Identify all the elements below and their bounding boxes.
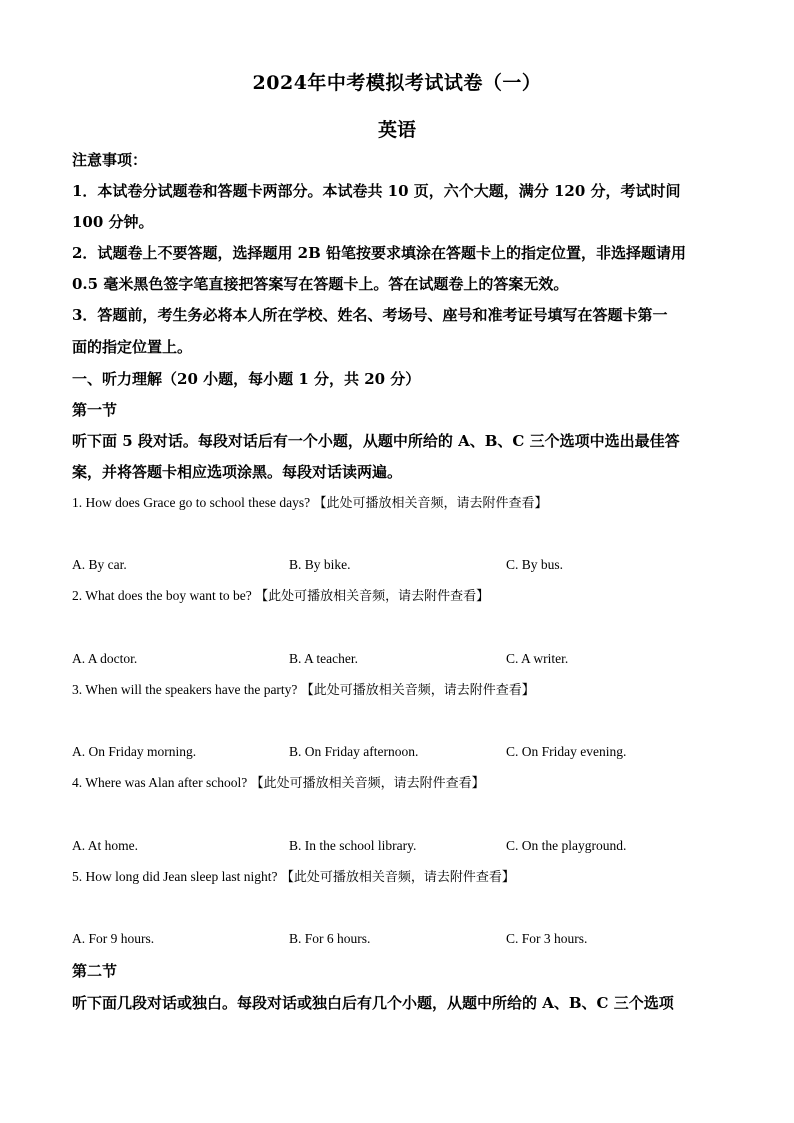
option-c: C. A writer.	[506, 651, 569, 666]
part2-heading: 第二节	[72, 962, 118, 980]
option-a: A. For 9 hours.	[72, 931, 155, 946]
audio-hint: 【此处可播放相关音频，请去附件查看】	[250, 776, 485, 791]
notice-heading: 注意事项：	[72, 151, 148, 169]
part1-instruction-line-2: 案，并将答题卡相应选项涂黑。每段对话读两遍。	[72, 463, 403, 481]
question-stem: 2. What does the boy want to be?	[72, 588, 252, 603]
notice-item-2-line-1: 2．试题卷上不要答题，选择题用 2B 铅笔按要求填涂在答题卡上的指定位置，非选择题请用	[72, 244, 687, 262]
notice-item-3-line-2: 面的指定位置上。	[72, 338, 193, 356]
question-1	[72, 494, 547, 513]
option-c: C. On Friday evening.	[506, 744, 627, 759]
question-3	[72, 681, 535, 700]
option-b: B. On Friday afternoon.	[289, 744, 419, 759]
option-b: B. A teacher.	[289, 651, 358, 666]
notice-item-3-line-1: 3．答题前，考生务必将本人所在学校、姓名、考场号、座号和准考证号填写在答题卡第一	[72, 306, 668, 324]
part1-heading: 第一节	[72, 401, 118, 419]
option-c: C. By bus.	[506, 557, 564, 572]
question-2	[72, 587, 489, 606]
option-b: B. By bike.	[289, 557, 351, 572]
notice-item-2-line-2: 0.5 毫米黑色签字笔直接把答案写在答题卡上。答在试题卷上的答案无效。	[72, 275, 569, 293]
audio-hint: 【此处可播放相关音频，请去附件查看】	[300, 683, 535, 698]
audio-hint: 【此处可播放相关音频，请去附件查看】	[313, 496, 548, 511]
question-stem: 4. Where was Alan after school?	[72, 775, 248, 790]
exam-title: 2024年中考模拟考试试卷（一）	[252, 72, 542, 94]
option-b: B. In the school library.	[289, 838, 417, 853]
audio-hint: 【此处可播放相关音频，请去附件查看】	[255, 589, 490, 604]
audio-hint: 【此处可播放相关音频，请去附件查看】	[280, 870, 515, 885]
question-5	[72, 868, 515, 887]
question-stem: 3. When will the speakers have the party?	[72, 682, 298, 697]
option-c: C. For 3 hours.	[506, 931, 588, 946]
option-a: A. By car.	[72, 557, 127, 572]
question-stem: 5. How long did Jean sleep last night?	[72, 869, 278, 884]
option-c: C. On the playground.	[506, 838, 627, 853]
option-a: A. A doctor.	[72, 651, 138, 666]
option-a: A. On Friday morning.	[72, 744, 197, 759]
part1-instruction-line-1: 听下面 5 段对话。每段对话后有一个小题，从题中所给的 A、B、C 三个选项中选出最佳答	[72, 432, 680, 450]
section-heading: 一、听力理解（20 小题，每小题 1 分，共 20 分）	[72, 370, 421, 388]
option-b: B. For 6 hours.	[289, 931, 371, 946]
question-4	[72, 774, 485, 793]
subject-title: 英语	[377, 119, 416, 141]
notice-item-1-line-1: 1．本试卷分试题卷和答题卡两部分。本试卷共 10 页，六个大题，满分 120 分，考试时间	[72, 182, 681, 200]
notice-item-1-line-2: 100 分钟。	[72, 213, 154, 231]
option-a: A. At home.	[72, 838, 138, 853]
part2-instruction: 听下面几段对话或独白。每段对话或独白后有几个小题，从题中所给的 A、B、C 三个选项	[72, 994, 674, 1012]
question-stem: 1. How does Grace go to school these days?	[72, 495, 311, 510]
